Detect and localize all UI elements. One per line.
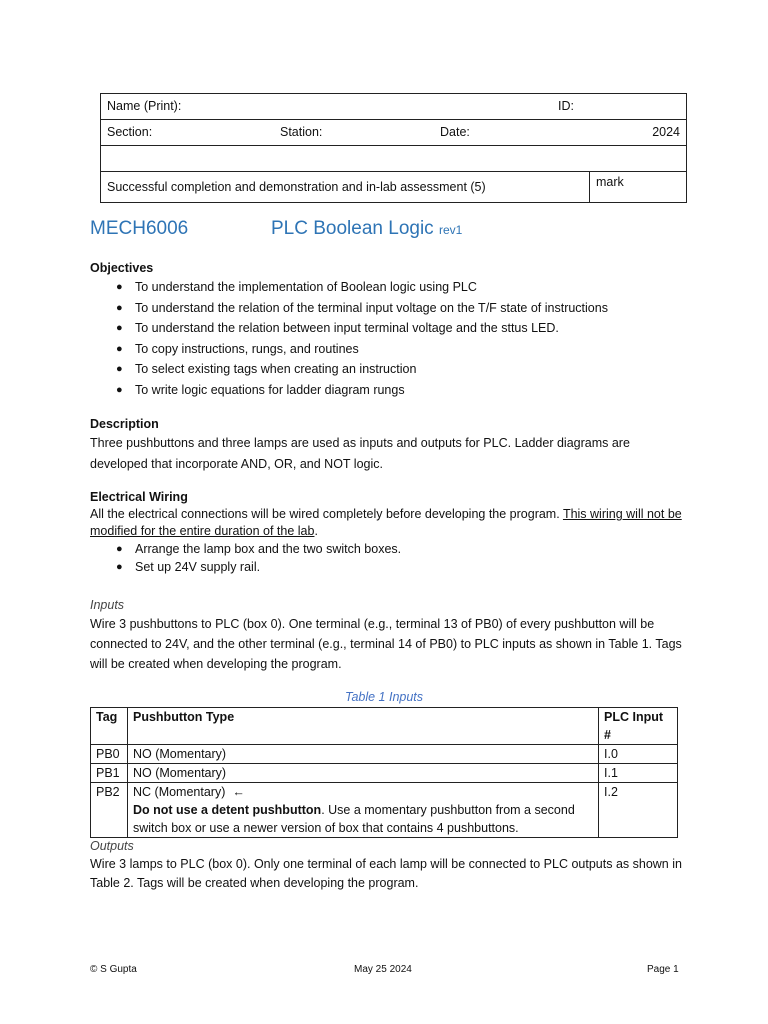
assessment-cell — [101, 172, 590, 203]
input-cell: I.0 — [599, 745, 678, 764]
outputs-text: Wire 3 lamps to PLC (box 0). Only one terminal of each lamp will be connected to PLC outputs as shown in Table 2. Tags will be created when developing the program. — [90, 857, 682, 890]
wiring-section — [90, 489, 690, 576]
bullet-icon: ● — [116, 363, 123, 376]
type-cell: NO (Momentary) — [128, 764, 599, 783]
header-form-table — [100, 93, 687, 203]
left-arrow-icon: ← — [232, 785, 245, 799]
table-row — [91, 764, 678, 783]
bullet-icon: ● — [116, 342, 123, 355]
lab-title-text: PLC Boolean Logic — [271, 218, 434, 239]
type-cell: NO (Momentary) — [128, 745, 599, 764]
bullet-icon: ● — [116, 543, 123, 555]
list-item: ● To understand the relation between input terminal voltage and the sttus LED. — [90, 318, 690, 339]
footer-date: May 25 2024 — [354, 964, 412, 975]
id-label: ID: — [558, 99, 574, 113]
section-label: Section: — [107, 125, 153, 139]
input-cell: I.2 — [599, 783, 678, 838]
description-section — [90, 416, 690, 475]
column-header: Pushbutton Type — [128, 708, 599, 745]
wiring-list — [90, 540, 690, 576]
lab-title — [271, 218, 462, 240]
station-label: Station: — [280, 125, 323, 139]
table-header-row — [91, 708, 678, 745]
wiring-underlined-note: This wiring will not be modified for the entire duration of the lab — [90, 507, 682, 538]
inputs-text: Wire 3 pushbuttons to PLC (box 0). One terminal (e.g., terminal 13 of PB0) of every pushbutton will be connected to 24V, and the other terminal (e.g., terminal 14 of PB0) to PLC inputs as shown in Table 1. Tags will be created when developing the program. — [90, 617, 682, 671]
table-row — [91, 783, 678, 838]
objectives-section — [90, 259, 690, 401]
section-station-date-cell[interactable] — [101, 120, 687, 146]
bullet-icon: ● — [116, 561, 123, 573]
bullet-icon: ● — [116, 281, 123, 293]
input-cell: I.1 — [599, 764, 678, 783]
year-value: 2024 — [652, 125, 680, 139]
column-header: Tag — [91, 708, 128, 745]
description-heading: Description — [90, 417, 159, 431]
bullet-icon: ● — [116, 301, 123, 314]
list-item: ● To copy instructions, rungs, and routines — [90, 339, 690, 360]
course-code: MECH6006 — [90, 218, 189, 239]
revision-label: rev1 — [438, 223, 463, 237]
footer-author: © S Gupta — [90, 964, 137, 975]
mark-label: mark — [596, 175, 624, 189]
column-header: PLC Input # — [599, 708, 678, 745]
type-cell: NC (Momentary) ← Do not use a detent pushbutton. Use a momentary pushbutton from a second switch box or use a newer version of box that contains 4 pushbuttons. — [128, 783, 599, 838]
bullet-icon: ● — [116, 383, 123, 396]
tag-cell: PB0 — [91, 745, 128, 764]
name-label: Name (Print): — [107, 99, 182, 113]
date-label: Date: — [440, 125, 470, 139]
table-row — [91, 745, 678, 764]
inputs-heading: Inputs — [90, 598, 125, 612]
description-text: Three pushbuttons and three lamps are used as inputs and outputs for PLC. Ladder diagrams are developed that incorporate AND, OR, and NOT logic. — [90, 436, 630, 471]
blank-row-cell[interactable] — [101, 146, 687, 172]
list-item: ● To understand the implementation of Boolean logic using PLC — [90, 277, 690, 298]
wiring-heading: Electrical Wiring — [90, 490, 188, 504]
list-item: ● Arrange the lamp box and the two switch boxes. — [116, 542, 402, 556]
inputs-section — [90, 597, 690, 674]
objectives-list — [90, 277, 690, 401]
list-item: ● To select existing tags when creating an instruction — [90, 359, 690, 380]
name-id-cell[interactable] — [101, 94, 687, 120]
table1-caption: Table 1 Inputs — [344, 690, 424, 704]
tag-cell: PB1 — [91, 764, 128, 783]
list-item: ● Set up 24V supply rail. — [116, 560, 261, 574]
footer-page: Page 1 — [647, 964, 679, 975]
objectives-heading: Objectives — [90, 261, 154, 275]
list-item: ● To write logic equations for ladder diagram rungs — [90, 380, 690, 401]
detent-warning: Do not use a detent pushbutton — [133, 803, 322, 817]
outputs-heading: Outputs — [90, 839, 134, 853]
tag-cell: PB2 — [91, 783, 128, 838]
inputs-table — [90, 707, 678, 838]
bullet-icon: ● — [116, 322, 123, 335]
outputs-section — [90, 838, 690, 893]
mark-cell[interactable] — [590, 172, 687, 203]
list-item: ● To understand the relation of the terminal input voltage on the T/F state of instructions — [90, 298, 690, 319]
assessment-label: Successful completion and demonstration and in-lab assessment (5) — [107, 180, 486, 194]
wiring-text: All the electrical connections will be wired completely before developing the program. This wiring will not be modified for the entire duration of the lab. — [90, 507, 682, 538]
